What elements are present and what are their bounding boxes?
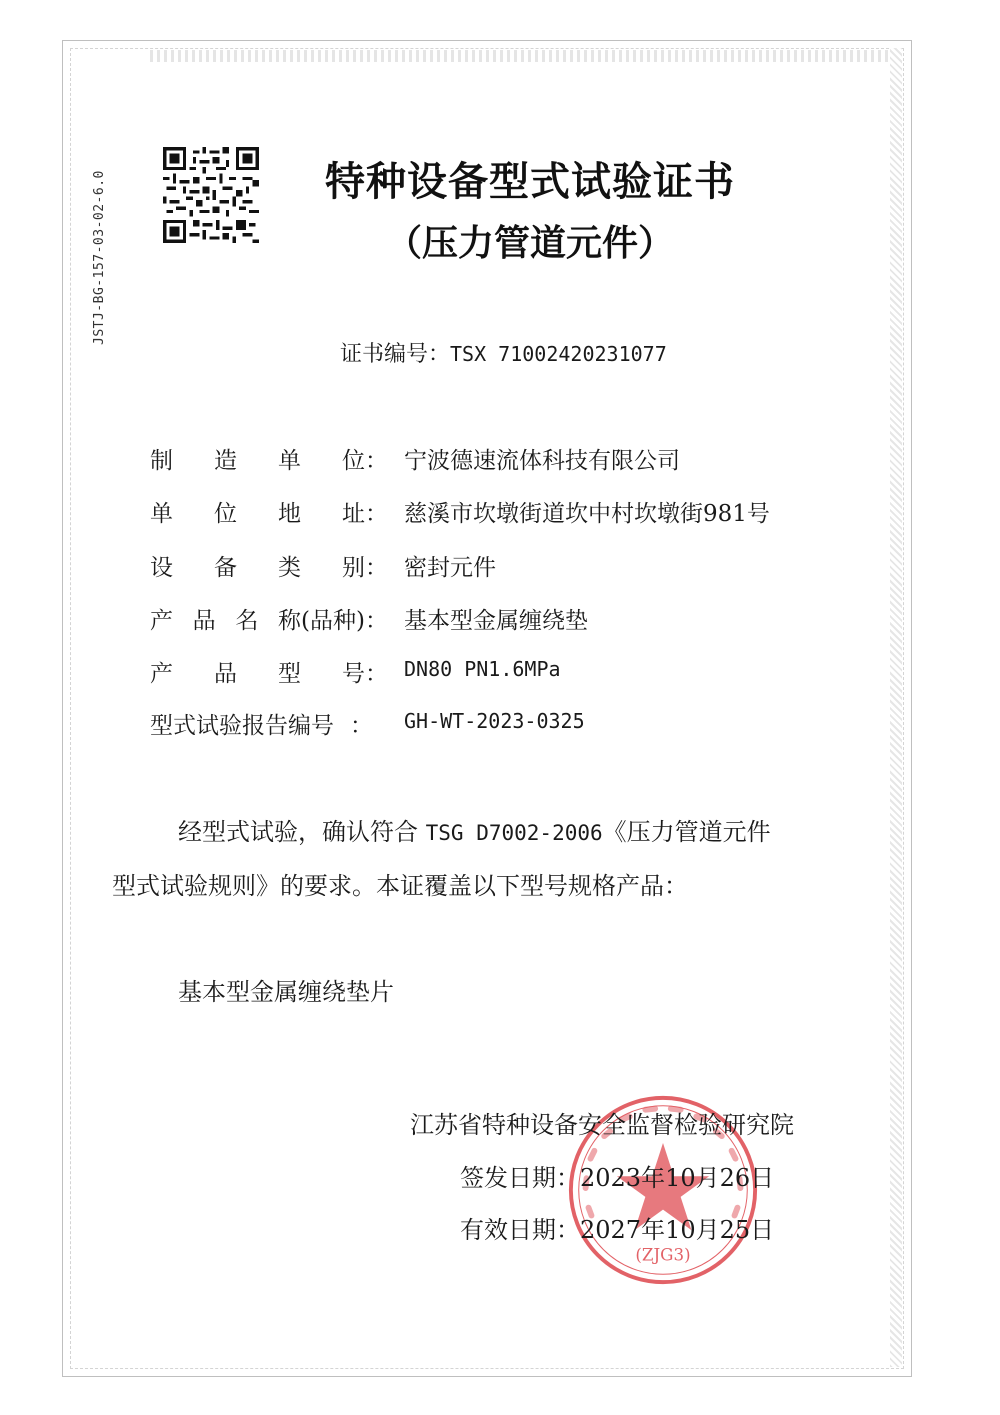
- qr-code-icon[interactable]: [163, 147, 259, 243]
- field-value-product-name: 基本型金属缠绕垫: [404, 608, 588, 634]
- field-label: [150, 495, 365, 528]
- issue-date-line: [460, 1158, 774, 1193]
- field-label-char: 地: [278, 501, 301, 527]
- field-label-char: 制: [150, 448, 173, 474]
- field-label-char: 号: [342, 661, 365, 687]
- field-label-char: 名: [235, 608, 259, 634]
- field-label-char: 址: [342, 501, 365, 527]
- field-value-address: 慈溪市坎墩街道坎中村坎墩街981号: [404, 501, 770, 527]
- certificate-subtitle: （压力管道元件）: [385, 223, 674, 264]
- certificate-number-label: 证书编号：: [340, 342, 451, 367]
- certificate-number-value: TSX 71002420231077: [450, 342, 667, 366]
- field-label: [150, 549, 365, 582]
- field-label-char: 位: [342, 448, 365, 474]
- field-label-char: 品: [192, 608, 216, 634]
- field-product-name: [150, 602, 830, 636]
- field-product-model: [150, 655, 830, 689]
- field-colon: ：: [365, 661, 388, 687]
- field-label-char: 称(品种): [278, 608, 365, 634]
- field-label-char: 设: [150, 555, 173, 581]
- field-colon: ：: [365, 555, 388, 581]
- field-label: [150, 442, 365, 475]
- valid-date-label: 有效日期：: [460, 1216, 580, 1244]
- field-label-char: 产: [150, 608, 173, 634]
- field-report-number: [150, 707, 830, 741]
- conclusion-line-1: [178, 812, 771, 847]
- right-decorative-band: [890, 48, 902, 1367]
- field-label: [150, 655, 365, 688]
- top-decorative-band: [150, 50, 890, 62]
- field-value-manufacturer: 宁波德速流体科技有限公司: [404, 448, 680, 474]
- field-label-char: 品: [214, 661, 237, 687]
- conclusion-standard: TSG D7002-2006: [425, 821, 603, 845]
- field-manufacturer: [150, 442, 830, 476]
- field-value-report-number: GH-WT-2023-0325: [404, 709, 585, 733]
- field-label-char: 产: [150, 661, 173, 687]
- field-label-char: 单: [150, 501, 173, 527]
- field-label-char: 型: [278, 661, 301, 687]
- field-value-category: 密封元件: [404, 555, 496, 581]
- valid-date-value: 2027年10月25日: [580, 1216, 775, 1244]
- field-address: [150, 495, 830, 529]
- certificate-title: 特种设备型式试验证书: [325, 159, 735, 205]
- field-colon: ：: [350, 713, 373, 739]
- field-label-char: 单: [278, 448, 301, 474]
- field-label-char: 位: [214, 501, 237, 527]
- valid-date-line: [460, 1210, 774, 1245]
- certificate-number-line: [340, 337, 667, 368]
- seal-code: (ZJG3): [635, 1245, 691, 1265]
- issue-date-value: 2023年10月26日: [580, 1164, 775, 1192]
- form-code-vertical: JSTJ-BG-157-03-02-6.0: [92, 170, 107, 345]
- issue-date-label: 签发日期：: [460, 1164, 580, 1192]
- field-colon: ：: [365, 608, 388, 634]
- conclusion-text: 《压力管道元件: [602, 818, 771, 846]
- field-label: [150, 602, 365, 635]
- conclusion-line-2: 型式试验规则》的要求。本证覆盖以下型号规格产品：: [112, 872, 688, 900]
- covered-product: 基本型金属缠绕垫片: [178, 978, 394, 1006]
- field-colon: ：: [365, 501, 388, 527]
- field-equipment-category: [150, 549, 830, 583]
- field-label: 型式试验报告编号: [150, 713, 334, 739]
- field-label-char: 类: [278, 555, 301, 581]
- field-value-product-model: DN80 PN1.6MPa: [404, 657, 561, 681]
- field-colon: ：: [365, 448, 388, 474]
- issuer-name: 江苏省特种设备安全监督检验研究院: [410, 1111, 794, 1139]
- conclusion-text: 经型式试验，确认符合: [178, 818, 426, 846]
- field-label-char: 备: [214, 555, 237, 581]
- field-label-char: 别: [342, 555, 365, 581]
- field-label-char: 造: [214, 448, 237, 474]
